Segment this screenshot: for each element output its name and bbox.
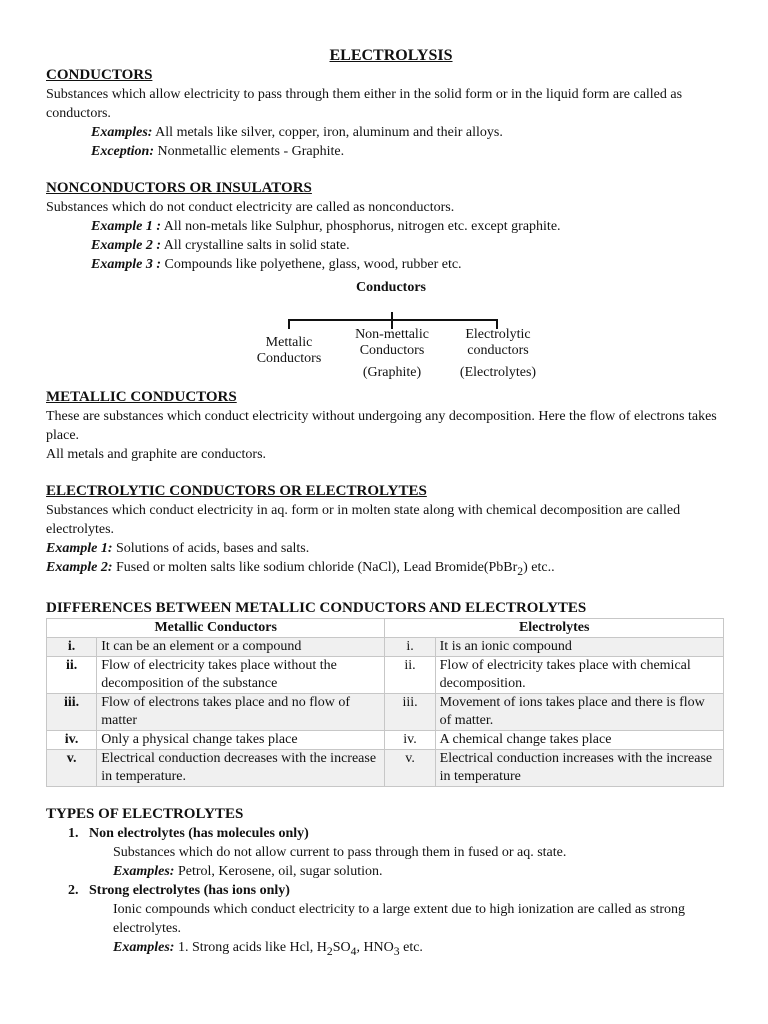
table-cell: Only a physical change takes place [97, 730, 385, 749]
example-label: Example 2: [46, 560, 113, 575]
examples-label: Examples: [113, 939, 175, 955]
subscript: 3 [393, 944, 400, 958]
example-text: All non-metals like Sulphur, phosphorus, nitrogen etc. except graphite. [161, 219, 561, 234]
table-cell: A chemical change takes place [435, 730, 723, 749]
list-item-examples [68, 862, 736, 881]
examples-label: Examples: [91, 125, 153, 140]
page-title: ELECTROLYSIS [329, 47, 453, 64]
diagram-title: Conductors [356, 280, 427, 295]
example-label: Example 1 : [91, 219, 161, 234]
node-label: Mettalic [265, 335, 313, 350]
nonmetallic-conductors-node [344, 327, 440, 381]
example-text: Solutions of acids, bases and salts. [112, 541, 310, 556]
list-item-text: Substances which do not allow current to pass through them in fused or aq. state. [113, 844, 567, 860]
types-heading: TYPES OF ELECTROLYTES [46, 805, 244, 822]
electrolytic-example [46, 558, 736, 581]
row-number: iii. [47, 693, 97, 730]
nonconductor-example [46, 217, 736, 236]
electrolytic-heading: ELECTROLYTIC CONDUCTORS OR ELECTROLYTES [46, 483, 427, 499]
table-row [47, 730, 724, 749]
example-text: All crystalline salts in solid state. [161, 238, 350, 253]
row-number: v. [47, 749, 97, 786]
example-label: Example 1: [46, 541, 113, 556]
list-item-examples [68, 938, 736, 961]
table-row [47, 693, 724, 730]
list-item-title: 2. Strong electrolytes (has ions only) [68, 882, 290, 898]
nonconductors-definition: Substances which do not conduct electricity are called as nonconductors. [46, 200, 455, 215]
electrolytic-conductors-node [446, 327, 550, 381]
table-header-row [47, 618, 724, 637]
electrolyte-types-list [46, 824, 736, 961]
list-item-title: 1. Non electrolytes (has molecules only) [68, 825, 309, 841]
row-number: ii. [385, 656, 435, 693]
tree-drop-line [288, 319, 290, 329]
conductors-tree-diagram [46, 274, 736, 388]
table-row [47, 749, 724, 786]
example-text: ) etc.. [523, 560, 555, 575]
table-row [47, 656, 724, 693]
conductors-definition: Substances which allow electricity to pass through them either in the solid form or in the liquid form are called as conductors. [46, 87, 683, 121]
table-cell: Flow of electricity takes place with chemical decomposition. [435, 656, 723, 693]
metallic-paragraph: All metals and graphite are conductors. [46, 447, 267, 462]
nonconductor-example [46, 255, 736, 274]
subscript: 2 [326, 944, 333, 958]
document-page [46, 46, 736, 961]
examples-text: SO [332, 939, 351, 955]
conductors-exception [46, 142, 736, 161]
electrolytic-definition: Substances which conduct electricity in aq. form or in molten state along with chemical decomposition are called electrolytes. [46, 503, 681, 537]
column-header: Electrolytes [385, 618, 724, 637]
differences-table [46, 618, 724, 787]
node-label: Conductors [359, 343, 425, 358]
tree-branch-line [288, 319, 498, 321]
row-number: i. [47, 637, 97, 656]
node-note: (Electrolytes) [459, 365, 537, 380]
examples-label: Examples: [113, 863, 175, 879]
table-cell: Flow of electricity takes place without the decomposition of the substance [97, 656, 385, 693]
table-cell: Movement of ions takes place and there is flow of matter. [435, 693, 723, 730]
examples-text: All metals like silver, copper, iron, aluminum and their alloys. [152, 125, 503, 140]
example-text: Fused or molten salts like sodium chloride (NaCl), Lead Bromide(PbBr [112, 560, 518, 575]
table-row [47, 637, 724, 656]
examples-text: etc. [399, 939, 423, 955]
list-item-text: Ionic compounds which conduct electricity to a large extent due to high ionization are called as strong electrolytes. [113, 901, 686, 936]
table-cell: It is an ionic compound [435, 637, 723, 656]
example-text: Compounds like polyethene, glass, wood, rubber etc. [161, 257, 462, 272]
row-number: iv. [385, 730, 435, 749]
electrolytic-example [46, 539, 736, 558]
row-number: i. [385, 637, 435, 656]
node-label: Conductors [256, 351, 322, 366]
node-label: Electrolytic [465, 327, 531, 342]
node-label: conductors [467, 343, 529, 358]
table-cell: Flow of electrons takes place and no flow of matter [97, 693, 385, 730]
examples-text: 1. Strong acids like Hcl, H [174, 939, 327, 955]
column-header: Metallic Conductors [47, 618, 385, 637]
subscript: 2 [517, 564, 524, 578]
table-cell: Electrical conduction increases with the increase in temperature [435, 749, 723, 786]
conductors-examples [46, 123, 736, 142]
row-number: iii. [385, 693, 435, 730]
example-label: Example 2 : [91, 238, 161, 253]
subscript: 4 [350, 944, 357, 958]
examples-text: , HNO [356, 939, 394, 955]
row-number: ii. [47, 656, 97, 693]
differences-heading: DIFFERENCES BETWEEN METALLIC CONDUCTORS AND ELECTROLYTES [46, 599, 587, 616]
nonconductor-example [46, 236, 736, 255]
nonconductors-heading: NONCONDUCTORS OR INSULATORS [46, 180, 312, 196]
table-cell: It can be an element or a compound [97, 637, 385, 656]
exception-label: Exception: [91, 144, 154, 159]
node-note: (Graphite) [362, 365, 422, 380]
metallic-conductors-node [244, 335, 334, 367]
example-label: Example 3 : [91, 257, 161, 272]
exception-text: Nonmetallic elements - Graphite. [154, 144, 345, 159]
node-label: Non-mettalic [355, 327, 429, 342]
table-cell: Electrical conduction decreases with the increase in temperature. [97, 749, 385, 786]
row-number: iv. [47, 730, 97, 749]
conductors-heading: CONDUCTORS [46, 67, 153, 83]
metallic-heading: METALLIC CONDUCTORS [46, 389, 237, 405]
examples-text: Petrol, Kerosene, oil, sugar solution. [174, 863, 383, 879]
metallic-paragraph: These are substances which conduct electricity without undergoing any decomposition. Here the flow of electrons takes place. [46, 409, 717, 443]
row-number: v. [385, 749, 435, 786]
